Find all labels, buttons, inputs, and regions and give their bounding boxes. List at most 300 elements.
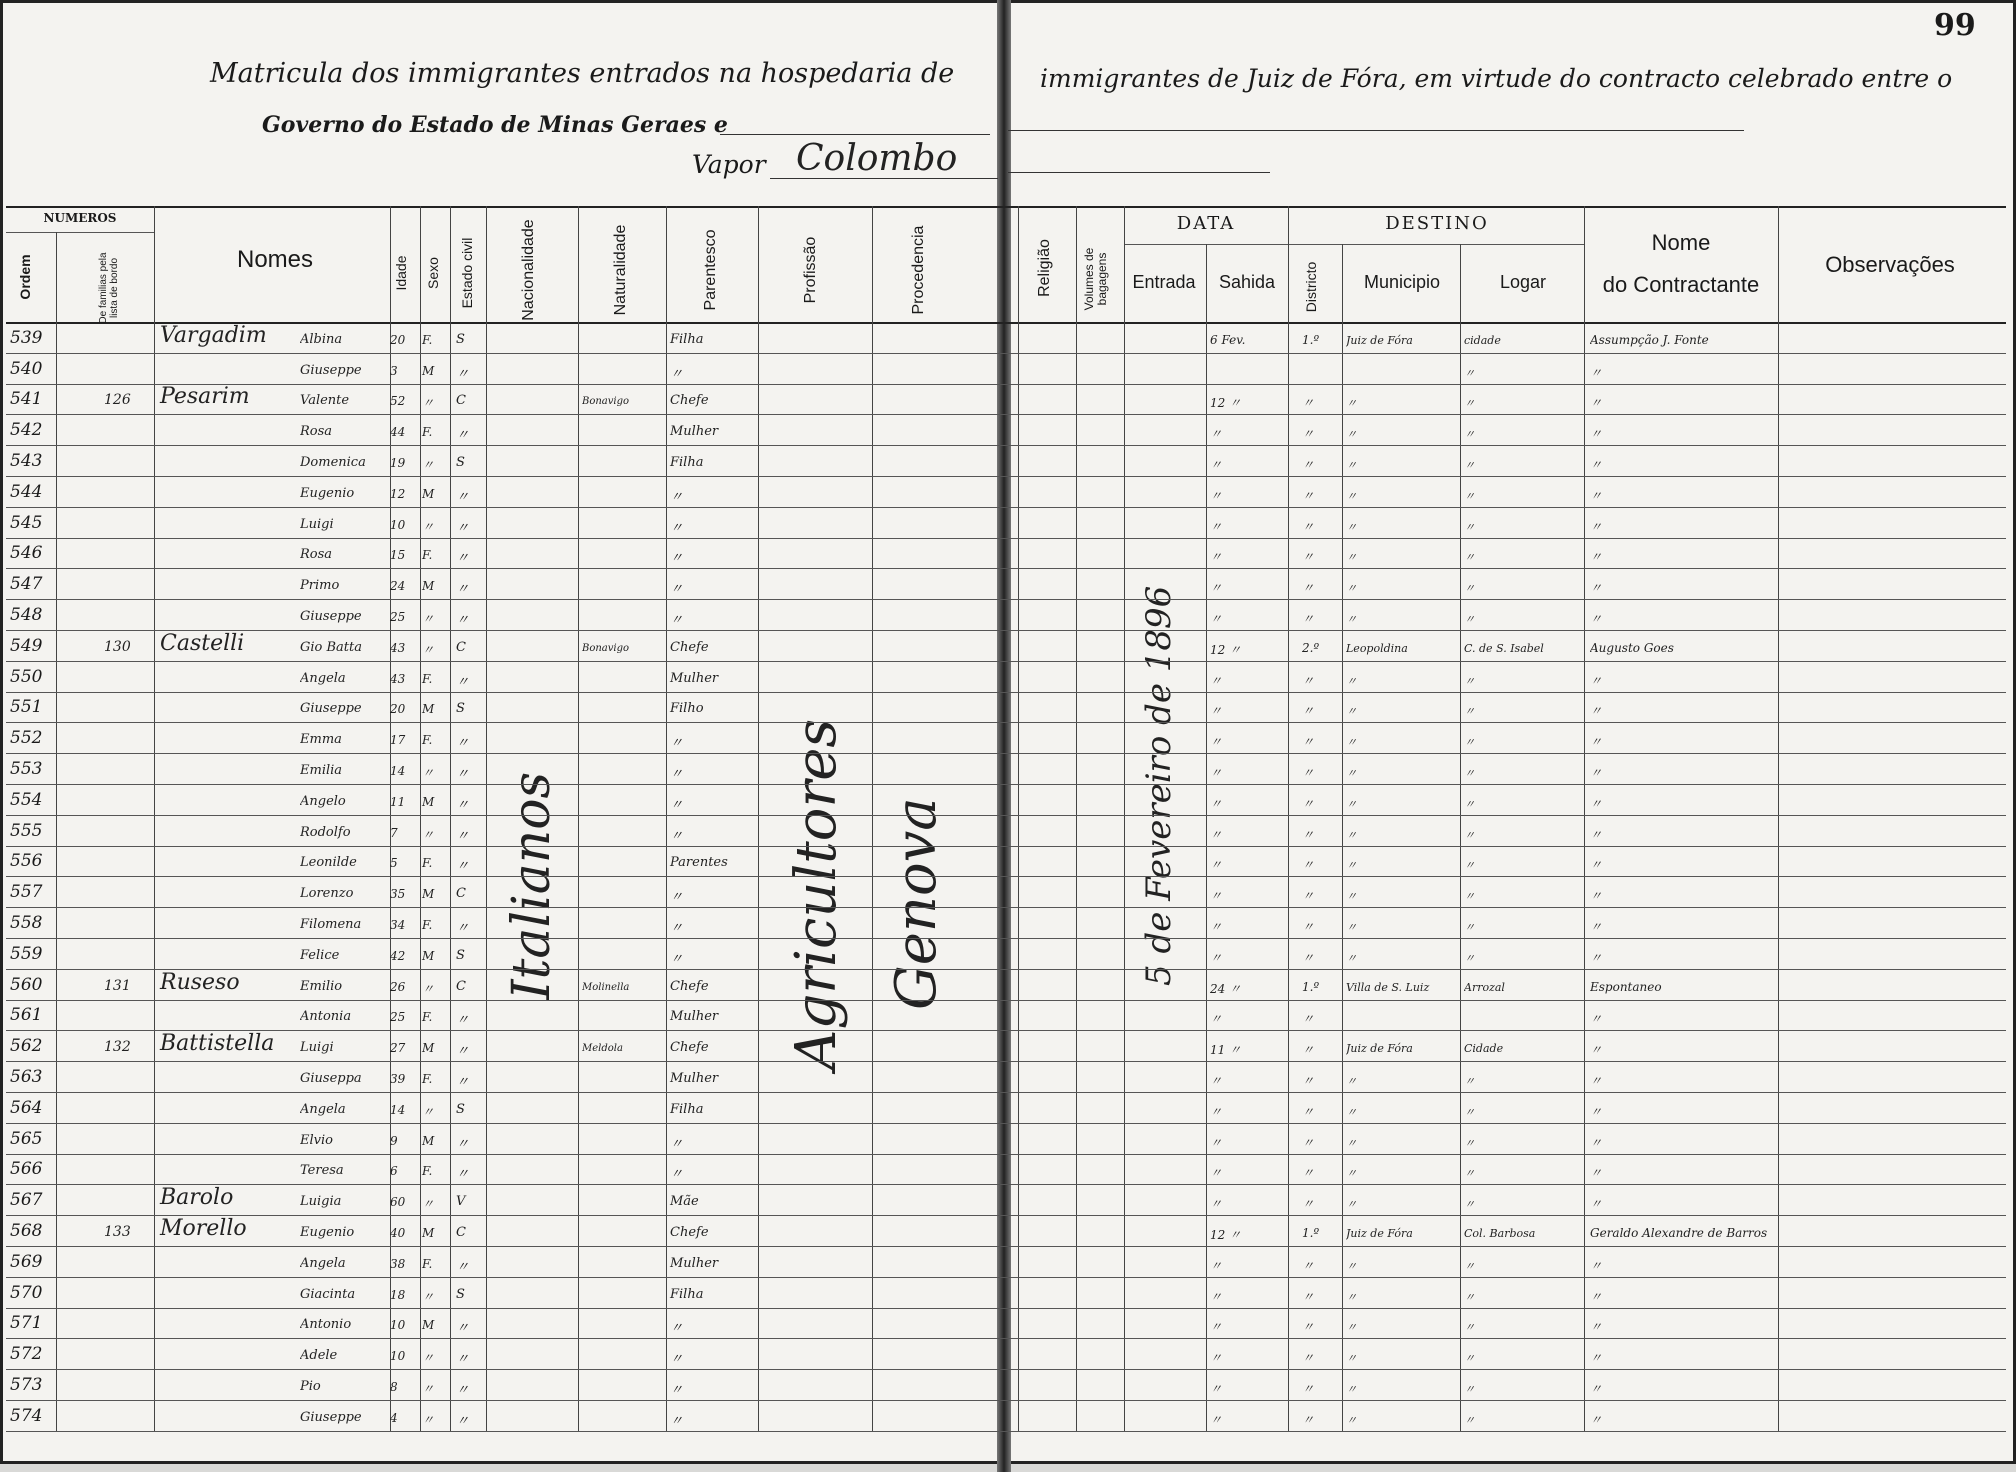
row-ordem: 539 [10,327,43,348]
row-rule [6,568,2006,569]
row-logar: 〃 [1464,797,1475,811]
row-parentesco: 〃 [670,1352,684,1368]
row-sahida: 12 〃 [1210,396,1242,411]
row-ordem: 548 [10,605,43,625]
row-districto: 〃 [1302,519,1315,534]
row-districto: 2.º [1302,640,1320,655]
col-numeros: NUMEROS [43,211,117,225]
row-name: Giuseppe [300,701,362,717]
col-sahida: Sahida [1218,272,1276,292]
contract-fill-line [720,134,990,135]
row-civil-status: 〃 [456,828,470,844]
row-civil-status: S [456,701,465,717]
row-civil-status: 〃 [456,797,470,813]
row-districto: 1.º [1302,979,1320,994]
row-age: 6 [390,1164,398,1179]
title-line-left: Matricula dos immigrantes entrados na hospedaria de [210,58,955,89]
row-parentesco: 〃 [670,1413,684,1429]
col-rule [1076,206,1077,1432]
row-name: Emilia [300,763,343,778]
row-rule [6,1308,2006,1309]
row-age: 14 [390,764,406,778]
row-sahida: 〃 [1210,1412,1223,1427]
row-logar: 〃 [1464,366,1475,380]
row-logar: 〃 [1464,1383,1475,1396]
row-age: 43 [390,671,406,686]
col-destino: DESTINO [1385,213,1489,234]
row-sahida: 〃 [1210,1197,1223,1212]
row-districto: 〃 [1302,1382,1315,1396]
row-districto: 〃 [1302,704,1315,719]
row-age: 26 [390,979,406,994]
row-logar: 〃 [1464,705,1475,719]
col-municipio: Municipio [1363,272,1441,292]
row-ordem: 574 [10,1405,43,1426]
col-rule [56,232,57,1432]
row-municipio: 〃 [1346,1413,1357,1427]
row-municipio: Leopoldina [1346,641,1408,655]
row-sex: 〃 [422,1289,435,1304]
row-districto: 〃 [1302,1166,1315,1181]
row-districto: 〃 [1302,458,1315,472]
row-ordem: 540 [10,358,43,379]
row-rule [6,969,2006,970]
row-civil-status: C [456,886,466,902]
row-ordem: 552 [10,728,43,749]
row-sahida: 〃 [1210,519,1223,534]
row-municipio: 〃 [1346,1352,1357,1366]
row-logar: 〃 [1464,1321,1475,1335]
row-sex: M [422,887,435,902]
col-nome-2: do Contractante [1602,272,1760,297]
row-civil-status: S [456,947,465,963]
row-rule [6,753,2006,754]
row-sahida: 12 〃 [1210,642,1242,657]
row-rule [6,1277,2006,1278]
row-contractante: 〃 [1590,365,1603,380]
row-contractante: 〃 [1590,612,1603,626]
row-sahida: 〃 [1210,581,1223,596]
row-sahida: 〃 [1210,1258,1223,1273]
row-rule [6,476,2006,477]
row-municipio: 〃 [1346,582,1357,596]
row-logar: 〃 [1464,582,1475,596]
vapor-fill-line-right [1008,172,1270,173]
col-ordem: Ordem [17,254,33,300]
row-ordem: 570 [10,1282,43,1303]
row-contractante: 〃 [1590,704,1603,719]
row-municipio: Villa de S. Luiz [1346,980,1430,994]
col-districto: Districto [1303,261,1319,313]
vapor-fill-line [770,178,998,179]
row-name: Leonilde [300,855,357,871]
row-sahida: 〃 [1210,673,1223,688]
row-logar: C. de S. Isabel [1464,641,1544,655]
col-rule [1206,244,1207,1432]
row-parentesco: Chefe [670,1040,709,1056]
row-contractante: 〃 [1590,1043,1603,1058]
row-ordem: 545 [10,512,43,533]
row-districto: 〃 [1302,427,1315,442]
row-surname: Vargadim [160,322,267,348]
row-name: Emilio [300,978,343,994]
row-familia-number: 126 [104,392,131,409]
row-municipio: Juiz de Fóra [1346,1227,1413,1240]
row-logar: 〃 [1464,921,1475,934]
row-age: 20 [390,332,406,347]
col-data: DATA [1176,213,1236,234]
vertical-procedencia: Genova [884,797,949,1010]
row-sex: M [422,1226,435,1240]
row-logar: 〃 [1464,520,1475,534]
col-rule [1124,206,1125,1432]
row-sahida: 〃 [1210,1166,1223,1181]
row-municipio: 〃 [1346,489,1357,503]
data-destino-rule [1124,244,1584,245]
row-sahida: 〃 [1210,827,1223,842]
row-contractante: Assumpção J. Fonte [1590,332,1709,347]
row-name: Giuseppe [300,1409,362,1425]
col-parentesco: Parentesco [702,229,719,311]
row-rule [6,692,2006,693]
row-name: Angelo [300,793,346,809]
row-municipio: 〃 [1346,1167,1357,1181]
row-districto: 〃 [1302,889,1315,904]
row-districto: 〃 [1302,1258,1315,1273]
row-age: 15 [390,548,406,563]
row-sex: M [422,794,435,809]
col-rule [450,206,451,1432]
row-municipio: 〃 [1346,921,1357,934]
row-municipio: 〃 [1346,797,1357,811]
row-municipio: 〃 [1346,459,1357,472]
row-age: 12 [390,486,406,501]
row-sahida: 24 〃 [1210,981,1242,996]
row-name: Domenica [300,455,366,470]
row-age: 60 [390,1195,406,1210]
row-age: 19 [390,456,406,470]
row-parentesco: 〃 [670,582,684,598]
row-rule [6,384,2006,385]
row-districto: 〃 [1302,1012,1315,1027]
row-civil-status: 〃 [456,859,470,875]
row-ordem: 571 [10,1313,43,1334]
row-municipio: 〃 [1346,736,1357,750]
col-nomes: Nomes [236,246,314,273]
row-rule [6,538,2006,539]
col-idade: Idade [393,255,409,291]
row-age: 9 [390,1133,398,1148]
row-districto: 〃 [1302,766,1315,780]
row-civil-status: 〃 [456,674,470,690]
row-contractante: 〃 [1590,735,1603,750]
row-civil-status: 〃 [456,1075,470,1090]
row-contractante: 〃 [1590,1320,1603,1335]
row-name: Filomena [300,917,362,932]
row-ordem: 572 [10,1344,43,1365]
numeros-rule [6,232,154,233]
row-parentesco: 〃 [670,797,684,813]
row-logar: 〃 [1464,1413,1475,1427]
row-parentesco: Mulher [670,670,719,686]
row-rule [6,1369,2006,1370]
row-naturalidade: Meldola [582,1043,623,1055]
row-rule [6,599,2006,600]
row-name: Albina [300,331,343,347]
row-districto: 〃 [1302,1043,1315,1058]
row-age: 24 [390,579,406,594]
row-sex: F. [422,548,433,563]
row-ordem: 553 [10,759,43,779]
row-surname: Battistella [160,1031,275,1057]
row-sex: 〃 [422,458,435,472]
row-sahida: 12 〃 [1210,1228,1242,1242]
row-parentesco: 〃 [670,489,684,505]
row-name: Rosa [300,547,333,563]
col-nacionalidade: Nacionalidade [520,219,537,321]
row-surname: Ruseso [160,969,240,995]
col-volumes: Volumes de bagagens [1082,247,1110,311]
row-sex: F. [422,1072,433,1086]
row-rule [6,1154,2006,1155]
row-rule [6,507,2006,508]
row-districto: 〃 [1302,858,1315,873]
row-logar: 〃 [1464,459,1475,472]
row-parentesco: Chefe [670,639,709,655]
row-age: 42 [390,948,406,963]
row-sex: 〃 [422,642,435,657]
row-ordem: 566 [10,1159,43,1180]
row-contractante: 〃 [1590,1166,1603,1181]
row-municipio: 〃 [1346,428,1357,442]
col-entrada: Entrada [1132,272,1196,292]
row-parentesco: Filha [670,1101,704,1117]
row-sahida: 〃 [1210,1289,1223,1304]
row-sahida: 11 〃 [1210,1043,1242,1058]
col-nome-1: Nome [1651,230,1711,255]
row-logar: Col. Barbosa [1464,1227,1536,1240]
row-sahida: 〃 [1210,612,1223,626]
row-parentesco: Filha [670,1286,704,1302]
row-logar: 〃 [1464,428,1475,442]
row-ordem: 558 [10,913,43,933]
row-logar: 〃 [1464,613,1475,626]
row-name: Rosa [300,424,333,440]
row-sex: 〃 [422,1351,435,1366]
col-profissao: Profissão [802,236,819,304]
row-civil-status: C [456,393,466,409]
row-contractante: 〃 [1590,519,1603,534]
row-districto: 〃 [1302,396,1315,411]
row-logar: Cidade [1464,1042,1504,1056]
row-ordem: 564 [10,1097,43,1118]
row-age: 11 [390,794,406,809]
row-logar: cidade [1464,333,1501,347]
row-ordem: 563 [10,1067,43,1087]
row-civil-status: 〃 [456,1413,470,1429]
row-ordem: 569 [10,1251,43,1272]
row-civil-status: 〃 [456,489,470,505]
row-civil-status: 〃 [456,366,470,382]
row-districto: 〃 [1302,920,1315,934]
row-sex: M [422,948,435,963]
vapor-label: Vapor [692,150,766,179]
row-ordem: 562 [10,1036,43,1057]
row-age: 25 [390,1010,406,1025]
row-parentesco: 〃 [670,551,684,567]
row-contractante: 〃 [1590,766,1603,780]
row-contractante: 〃 [1590,1412,1603,1427]
row-name: Teresa [300,1163,344,1179]
row-age: 10 [390,1318,406,1333]
row-contractante: Geraldo Alexandre de Barros [1590,1226,1768,1240]
row-districto: 〃 [1302,488,1315,503]
row-rule [6,414,2006,415]
row-surname: Pesarim [160,384,250,410]
vapor-value: Colombo [796,138,958,179]
row-civil-status: S [456,331,465,347]
row-age: 10 [390,517,406,532]
row-ordem: 547 [10,574,43,595]
row-civil-status: S [456,455,465,470]
row-ordem: 541 [10,389,43,410]
row-rule [6,876,2006,877]
row-contractante: 〃 [1590,427,1603,442]
row-contractante: 〃 [1590,581,1603,596]
row-ordem: 546 [10,543,43,564]
col-rule [758,206,759,1432]
row-sex: 〃 [422,981,435,996]
row-parentesco: 〃 [670,767,684,782]
row-ordem: 542 [10,420,43,441]
row-name: Antonio [300,1317,352,1333]
row-sex: F. [422,733,433,748]
row-sahida: 〃 [1210,796,1223,811]
row-name: Antonia [300,1009,352,1025]
row-name: Angela [300,1255,346,1271]
col-religiao: Religião [1036,239,1053,297]
row-name: Giuseppe [300,362,362,378]
row-rule [6,1000,2006,1001]
row-name: Rodolfo [300,824,351,840]
row-sahida: 〃 [1210,1351,1223,1366]
row-civil-status: C [456,639,466,655]
row-sahida: 〃 [1210,1074,1223,1088]
table-top-rule [6,206,2006,208]
row-ordem: 544 [10,481,43,502]
row-ordem: 573 [10,1375,43,1395]
row-rule [6,1431,2006,1432]
col-rule [666,206,667,1432]
row-surname: Castelli [160,630,245,656]
row-sahida: 〃 [1210,488,1223,503]
row-surname: Barolo [160,1185,234,1211]
row-contractante: 〃 [1590,1135,1603,1150]
row-sahida: 〃 [1210,1104,1223,1119]
row-ordem: 554 [10,789,43,810]
row-parentesco: 〃 [670,1383,684,1398]
row-familia-number: 132 [104,1039,131,1056]
row-logar: 〃 [1464,1352,1475,1366]
row-municipio: 〃 [1346,551,1357,565]
row-districto: 〃 [1302,827,1315,842]
row-contractante: 〃 [1590,858,1603,873]
row-districto: 〃 [1302,735,1315,750]
col-rule [1778,206,1779,1432]
row-name: Angela [300,1101,346,1117]
vertical-profissao: Agricultores [784,718,849,1070]
row-age: 38 [390,1256,406,1271]
row-districto: 〃 [1302,1351,1315,1366]
row-rule [6,938,2006,939]
row-name: Giuseppa [300,1071,362,1086]
row-sex: F. [422,1164,433,1179]
row-sex: F. [422,1010,433,1025]
row-ordem: 567 [10,1190,43,1211]
row-districto: 〃 [1302,1104,1315,1119]
row-sex: 〃 [422,1104,435,1119]
row-rule [6,661,2006,662]
row-municipio: 〃 [1346,1105,1357,1119]
row-municipio: 〃 [1346,674,1357,688]
title-line-right: immigrantes de Juiz de Fóra, em virtude do contracto celebrado entre o [1040,64,1953,93]
col-rule [1288,206,1289,1432]
row-parentesco: 〃 [670,890,684,906]
row-districto: 〃 [1302,1289,1315,1304]
row-age: 7 [390,825,398,840]
row-parentesco: Filha [670,331,704,347]
title-line-2: Governo do Estado de Minas Geraes e [262,112,728,138]
row-ordem: 549 [10,635,43,656]
row-age: 40 [390,1226,406,1240]
row-contractante: 〃 [1590,1258,1603,1273]
row-parentesco: Chefe [670,1225,709,1240]
row-sahida: 〃 [1210,1135,1223,1150]
row-sex: M [422,702,435,717]
row-civil-status: 〃 [456,921,470,936]
row-contractante: 〃 [1590,950,1603,965]
row-age: 27 [390,1041,406,1056]
col-rule [420,206,421,1432]
row-age: 25 [390,610,406,624]
row-sex: F. [422,425,433,440]
row-rule [6,846,2006,847]
row-sex: M [422,1133,435,1148]
row-parentesco: 〃 [670,366,684,382]
col-estado-civil: Estado civil [459,237,475,309]
row-contractante: 〃 [1590,458,1603,472]
row-municipio: Juiz de Fóra [1346,1042,1413,1056]
row-rule [6,784,2006,785]
row-contractante: 〃 [1590,673,1603,688]
row-age: 8 [390,1380,398,1394]
row-civil-status: 〃 [456,1259,470,1275]
row-contractante: 〃 [1590,488,1603,503]
row-contractante: Augusto Goes [1590,640,1674,655]
col-rule [1342,244,1343,1432]
row-age: 3 [390,363,398,378]
row-districto: 〃 [1302,1412,1315,1427]
row-naturalidade: Bonavigo [582,396,630,408]
row-municipio: 〃 [1346,1259,1357,1273]
row-civil-status: 〃 [456,1321,470,1337]
row-parentesco: 〃 [670,736,684,752]
row-civil-status: 〃 [456,1167,470,1183]
row-name: Eugenio [300,1225,355,1240]
row-contractante: 〃 [1590,889,1603,904]
row-name: Eugenio [300,485,355,501]
row-sahida: 〃 [1210,1320,1223,1335]
